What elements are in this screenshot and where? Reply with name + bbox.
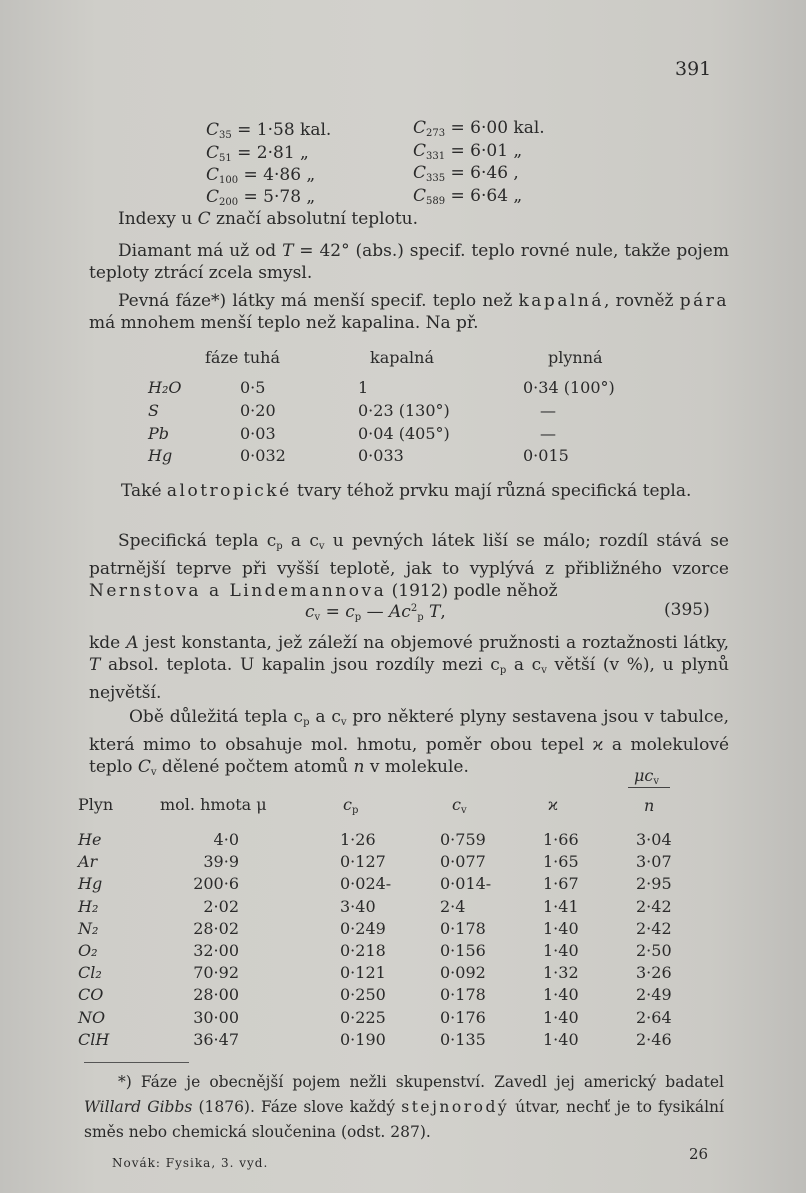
heat-value-left-2: $C_{51} = 2\cdot 81$ „ xyxy=(206,143,309,164)
gas-cell-cp: 0·218 xyxy=(340,941,386,960)
paragraph-indexes: Indexy u C značí absolutní teplotu. xyxy=(118,209,418,229)
heat-value-right-4: $C_{589} = 6\cdot 64$ „ xyxy=(413,186,523,207)
gas-cell-kappa: 1·40 xyxy=(543,1029,579,1049)
gas-cell-mol: 200·6 xyxy=(193,874,239,894)
gas-name: Hg xyxy=(78,874,103,894)
equation-number: (395) xyxy=(664,600,710,620)
gas-cell-ratio: 2·46 xyxy=(636,1029,672,1049)
footnote: *) Fáze je obecnější pojem nežli skupenství. Zavedl jej americký badatel Willard Gibbs (1876). Fáze slove každý stejnorodý útvar, nechť je to fysikální směs nebo chemická sloučenina (odst. 287). xyxy=(84,1073,724,1141)
paragraph-specific-heats: Specifická tepla $c_p$ a $c_v$ u pevných látek liší se málo; rozdíl stává se patrnější teprve při vyšší teplotě, jak to vyplývá z přibližného vzorce Nernstova a Lindemannova (1912) podle něhož xyxy=(89,531,729,601)
gas-cell-mol: 30·00 xyxy=(193,1007,239,1027)
paragraph-gas-table-intro: Obě důležitá tepla $c_p$ a $c_v$ pro některé plyny sestavena jsou v tabulce, která mimo to obsahuje mol. hmotu, poměr obou tepel ϰ a molekulové teplo $C_v$ dělené počtem atomů n v molekule. xyxy=(89,707,729,778)
gas-cell-ratio: 2·42 xyxy=(636,918,672,938)
gas-header-kappa: ϰ xyxy=(548,795,558,814)
phase-row-label: Hg xyxy=(148,446,173,465)
heat-value-right-3: $C_{335} = 6\cdot 46$ , xyxy=(413,163,519,184)
gas-cell-mol: 28·02 xyxy=(193,918,239,938)
phase-cell: 0·032 xyxy=(240,446,286,465)
heat-value-left-4: $C_{200} = 5\cdot 78$ „ xyxy=(206,187,316,208)
sheet-number: 26 xyxy=(689,1145,709,1163)
paragraph-constant: kde A jest konstanta, jež záleží na objemové pružnosti a roztažnosti látky, T absol. teplota. U kapalin jsou rozdíly mezi $c_p$ a $c_v$ větší (v %), u plynů největší. xyxy=(89,633,730,703)
signature: Novák: Fysika, 3. vyd. xyxy=(112,1156,269,1170)
gas-cell-cv: 0·178 xyxy=(440,918,486,938)
gas-cell-cp: 0·127 xyxy=(340,852,386,872)
gas-cell-ratio: 3·07 xyxy=(636,852,672,872)
gas-cell-cp: 0·121 xyxy=(340,963,386,983)
heat-value-left-3: $C_{100} = 4\cdot 86$ „ xyxy=(206,165,316,186)
gas-cell-cv: 2·4 xyxy=(440,896,466,916)
gas-cell-kappa: 1·66 xyxy=(543,830,579,849)
gas-name: Cl₂ xyxy=(78,963,102,983)
gas-cell-ratio: 2·49 xyxy=(636,985,672,1005)
gas-cell-ratio: 3·04 xyxy=(636,830,672,849)
gas-cell-kappa: 1·67 xyxy=(543,874,579,894)
gas-cell-cv: 0·092 xyxy=(440,963,486,983)
gas-cell-kappa: 1·40 xyxy=(543,985,579,1005)
phase-header-liquid: kapalná xyxy=(370,348,434,367)
phase-row-label: Pb xyxy=(148,424,170,443)
gas-name: Ar xyxy=(78,852,98,872)
gas-cell-cv: 0·014- xyxy=(440,874,492,894)
paragraph-allotropic: Také alotropické tvary téhož prvku mají různá specifická tepla. xyxy=(121,481,692,501)
gas-name: N₂ xyxy=(78,918,99,938)
phase-cell: 0·033 xyxy=(358,446,404,465)
gas-cell-kappa: 1·65 xyxy=(543,852,579,872)
gas-cell-ratio: 3·26 xyxy=(636,963,672,983)
phase-cell: — xyxy=(540,424,556,443)
phase-cell: 0·23 (130°) xyxy=(358,401,450,420)
page-number: 391 xyxy=(675,58,712,80)
phase-cell: — xyxy=(540,401,556,420)
gas-name: NO xyxy=(78,1007,106,1027)
gas-name: O₂ xyxy=(78,941,98,960)
phase-cell: 0·34 (100°) xyxy=(523,378,615,397)
equation: $c_v = c_p$ — $Ac^2_p$ T, xyxy=(305,602,446,623)
gas-cell-ratio: 2·50 xyxy=(636,941,672,960)
gas-cell-ratio: 2·42 xyxy=(636,896,672,916)
fraction-line xyxy=(628,787,670,788)
phase-row-label: S xyxy=(148,401,159,420)
gas-cell-cp: 0·225 xyxy=(340,1007,386,1027)
phase-header-gas: plynná xyxy=(548,348,603,367)
gas-cell-kappa: 1·40 xyxy=(543,918,579,938)
gas-cell-mol: 36·47 xyxy=(193,1029,239,1049)
gas-cell-kappa: 1·32 xyxy=(543,963,579,983)
gas-cell-cv: 0·178 xyxy=(440,985,486,1005)
gas-cell-mol: 39·9 xyxy=(203,852,239,872)
gas-cell-cv: 0·077 xyxy=(440,852,486,872)
phase-row-label: H₂O xyxy=(148,378,182,397)
gas-cell-cp: 1·26 xyxy=(340,830,376,849)
gas-name: ClH xyxy=(78,1029,110,1049)
phase-cell: 0·03 xyxy=(240,424,276,443)
gas-cell-cp: 0·249 xyxy=(340,918,386,938)
gas-cell-mol: 70·92 xyxy=(193,963,239,983)
gas-cell-cv: 0·759 xyxy=(440,830,486,849)
gas-header-cp: $c_p$ xyxy=(343,795,359,816)
phase-cell: 0·04 (405°) xyxy=(358,424,450,443)
paragraph-phase: Pevná fáze*) látky má menší specif. teplo než kapalná, rovněž pára má mnohem menší teplo než kapalina. Na př. xyxy=(89,291,729,333)
paragraph-diamond: Diamant má už od T = 42° (abs.) specif. teplo rovné nule, takže pojem teploty ztrácí zcela smysl. xyxy=(89,241,729,283)
heat-value-right-1: $C_{273} = 6\cdot 00$ kal. xyxy=(413,118,545,139)
gas-cell-kappa: 1·40 xyxy=(543,1007,579,1027)
gas-header-mol: mol. hmota μ xyxy=(160,795,267,814)
phase-cell: 0·20 xyxy=(240,401,276,420)
gas-cell-ratio: 2·64 xyxy=(636,1007,672,1027)
gas-cell-cv: 0·156 xyxy=(440,941,486,960)
heat-value-left-1: $C_{35} = 1\cdot 58$ kal. xyxy=(206,120,332,141)
phase-cell: 1 xyxy=(358,378,369,397)
gas-header-cv: $c_v$ xyxy=(452,795,467,816)
gas-name: He xyxy=(78,830,102,849)
gas-cell-mol: 2·02 xyxy=(203,896,239,916)
gas-cell-cv: 0·176 xyxy=(440,1007,486,1027)
phase-cell: 0·5 xyxy=(240,378,266,397)
gas-cell-mol: 4·0 xyxy=(213,830,239,849)
gas-cell-cv: 0·135 xyxy=(440,1029,486,1049)
gas-cell-cp: 0·024- xyxy=(340,874,392,894)
gas-header-plyn: Plyn xyxy=(78,795,114,814)
heat-value-right-2: $C_{331} = 6\cdot 01$ „ xyxy=(413,141,523,162)
gas-cell-ratio: 2·95 xyxy=(636,874,672,894)
gas-cell-kappa: 1·41 xyxy=(543,896,579,916)
gas-cell-cp: 0·250 xyxy=(340,985,386,1005)
phase-cell: 0·015 xyxy=(523,446,569,465)
gas-cell-cp: 3·40 xyxy=(340,896,376,916)
gas-cell-kappa: 1·40 xyxy=(543,941,579,960)
gas-header-ratio-denominator: n xyxy=(644,796,655,815)
gas-cell-cp: 0·190 xyxy=(340,1029,386,1049)
phase-header-solid: fáze tuhá xyxy=(205,348,281,367)
gas-cell-mol: 32·00 xyxy=(193,941,239,960)
gas-header-ratio-numerator: $\mu c_v$ xyxy=(634,766,660,787)
footnote-rule xyxy=(84,1062,189,1063)
gas-name: H₂ xyxy=(78,896,99,916)
gas-cell-mol: 28·00 xyxy=(193,985,239,1005)
gas-name: CO xyxy=(78,985,104,1005)
